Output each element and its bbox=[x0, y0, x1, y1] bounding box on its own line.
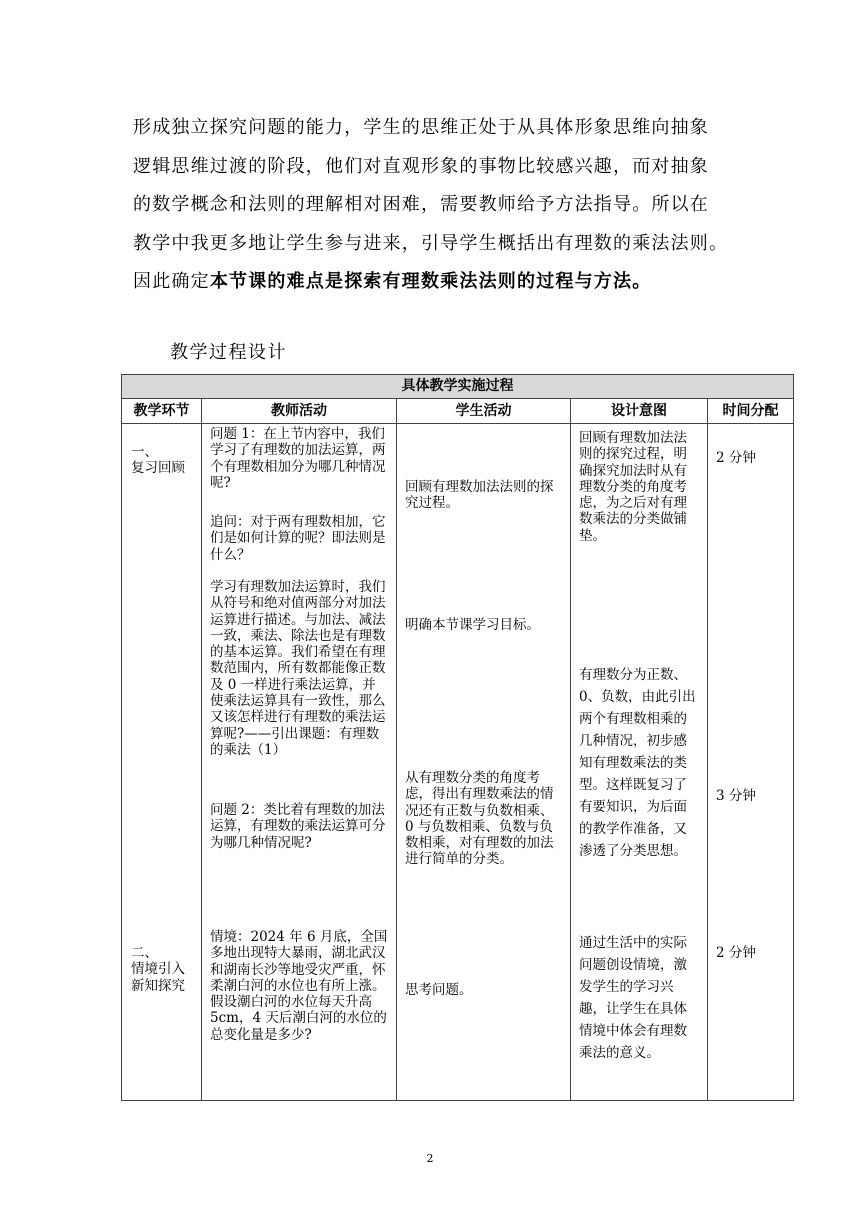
body-paragraph bbox=[133, 109, 743, 302]
student-activity-2: 明确本节课学习目标。 bbox=[405, 617, 540, 633]
paragraph-bold-emphasis: 本节课的难点是探索有理数乘法法则的过程与方法。 bbox=[209, 271, 652, 292]
stage1-label: 一、 bbox=[131, 444, 158, 460]
header-time: 时间分配 bbox=[708, 399, 794, 424]
paragraph-prefix: 因此确定 bbox=[133, 271, 210, 292]
paragraph-line: 逻辑思维过渡的阶段，他们对直观形象的事物比较感兴趣，而对抽象 bbox=[133, 155, 709, 177]
page-number: 2 bbox=[426, 1152, 434, 1165]
time-1: 2 分钟 bbox=[716, 450, 756, 466]
paragraph-line: 的数学概念和法则的理解相对困难，需要教师给予方法指导。所以在 bbox=[133, 194, 709, 215]
stage2-label: 情境引入 bbox=[131, 961, 185, 978]
time-cell bbox=[708, 424, 794, 1101]
stage1-label: 复习回顾 bbox=[131, 460, 185, 477]
teacher-followup: 追问：对于两有理数相加，它们是如何计算的呢？即法则是什么？ bbox=[210, 514, 386, 563]
header-design-intent: 设计意图 bbox=[571, 399, 708, 424]
stage2-label: 二、 bbox=[131, 945, 158, 961]
student-activity-3: 从有理数分类的角度考虑，得出有理数乘法的情况还有正数与负数相乘、0 与负数相乘、负数与负数相乘，对有理数的加法进行简单的分类。 bbox=[405, 770, 554, 868]
student-activity-1: 回顾有理数加法法则的探究过程。 bbox=[405, 479, 554, 512]
time-2: 3 分钟 bbox=[716, 788, 756, 804]
table-row bbox=[122, 424, 794, 1101]
student-activity-4: 思考问题。 bbox=[405, 982, 473, 998]
header-teacher-activity: 教师活动 bbox=[202, 399, 397, 424]
time-3: 2 分钟 bbox=[716, 945, 756, 961]
student-activity-cell bbox=[397, 424, 571, 1101]
design-intent-1: 回顾有理数加法法则的探究过程，明确探究加法时从有理数分类的角度考虑，为之后对有理数乘法的分类做铺垫。 bbox=[579, 430, 687, 544]
paragraph-line-last bbox=[133, 263, 743, 302]
teacher-question-2: 问题 2：类比着有理数的加法运算，有理数的乘法运算可分为哪几种情况呢? bbox=[210, 802, 386, 851]
table-title: 具体教学实施过程 bbox=[122, 375, 794, 399]
section-title: 教学过程设计 bbox=[170, 342, 287, 363]
teacher-question-1: 问题 1：在上节内容中，我们学习了有理数的加法运算，两个有理数相加分为哪几种情况呢? bbox=[210, 426, 386, 491]
design-intent-cell bbox=[571, 424, 708, 1101]
stage-cell bbox=[122, 424, 202, 1101]
header-stage: 教学环节 bbox=[122, 399, 202, 424]
design-intent-3: 通过生活中的实际问题创设情境，激发学生的学习兴趣，让学生在具体情境中体会有理数乘法的意义。 bbox=[579, 935, 687, 1061]
paragraph-line: 形成独立探究问题的能力，学生的思维正处于从具体形象思维向抽象 bbox=[133, 117, 709, 138]
teacher-scenario: 情境：2024 年 6 月底，全国多地出现特大暴雨，湖北武汉和湖南长沙等地受灾严重，怀柔潮白河的水位也有所上涨。假设潮白河的水位每天升高 5cm，4 天后潮白河的水位的总变化量是多少? bbox=[210, 929, 388, 1043]
design-intent-2: 有理数分为正数、0、负数，由此引出两个有理数相乘的几种情况，初步感知有理数乘法的类型。这样既复习了有要知识，为后面的教学作准备，又渗透了分类思想。 bbox=[579, 667, 696, 859]
teacher-intro: 学习有理数加法运算时，我们从符号和绝对值两部分对加法运算进行描述。与加法、减法一致，乘法、除法也是有理数的基本运算。我们希望在有理数范围内，所有数都能像正数及 0 一样进行乘法运算，并使乘法运算具有一致性，那么又该怎样进行有理数的乘法运算呢?——引出课题：有理数的乘法（1） bbox=[210, 579, 386, 758]
paragraph-line: 教学中我更多地让学生参与进来，引导学生概括出有理数的乘法法则。 bbox=[133, 232, 729, 254]
stage2-label: 新知探究 bbox=[131, 977, 185, 994]
teaching-process-table bbox=[121, 374, 794, 1101]
header-student-activity: 学生活动 bbox=[397, 399, 571, 424]
teacher-activity-cell bbox=[202, 424, 397, 1101]
